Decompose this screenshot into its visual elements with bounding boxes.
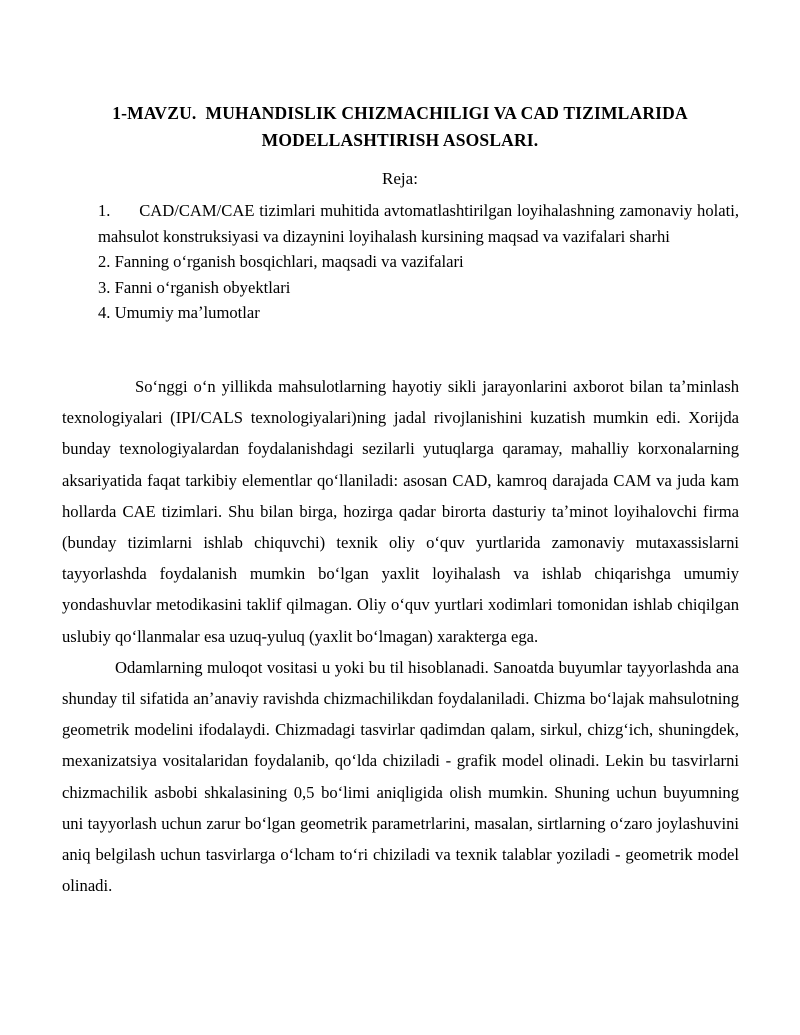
- plan-item-gap: [110, 201, 139, 220]
- plan-item-number: 1.: [98, 201, 111, 220]
- plan-item-number: 2.: [98, 252, 111, 271]
- plan-item-text: Fanning oʻrganish bosqichlari, maqsadi va vazifalari: [114, 252, 464, 271]
- plan-item-text: CAD/CAM/CAE tizimlari muhitida avtomatlashtirilgan loyihalashning zamonaviy holati, mahsulot konstruksiyasi va dizaynini loyihalash kursining maqsad va vazifalari sharhi: [98, 201, 739, 246]
- plan-list-item: [98, 198, 739, 249]
- plan-item-number: 3.: [98, 277, 111, 297]
- document-title: [100, 100, 700, 154]
- plan-item-text: Umumiy maʼlumotlar: [114, 303, 260, 322]
- plan-item-number: 4.: [98, 303, 111, 322]
- plan-list-item: [98, 249, 739, 275]
- plan-heading: Reja:: [382, 169, 418, 188]
- plan-list-item: [98, 300, 739, 326]
- plan-item-text: Fanni oʻrganish obyektlari: [114, 277, 291, 297]
- title-line-2: MODELLASHTIRISH ASOSLARI.: [261, 130, 539, 150]
- document-body: [62, 371, 739, 901]
- plan-list: [98, 198, 739, 326]
- title-line-1: 1-MAVZU. MUHANDISLIK CHIZMACHILIGI VA CAD TIZIMLARIDA: [112, 103, 688, 123]
- body-paragraph: Odamlarning muloqot vositasi u yoki bu til hisoblanadi. Sanoatda buyumlar tayyorlashda ana shunday til sifatida anʼanaviy ravishda chizmachilikdan foydalaniladi. Chizma boʻlajak mahsulotning geometrik modelini ifodalaydi. Chizmadagi tasvirlar qadimdan qalam, sirkul, chizgʻich, shuningdek, mexanizatsiya vositalaridan foydalanib, qoʻlda chiziladi - grafik model olinadi. Lekin bu tasvirlarni chizmachilik asbobi shkalasining 0,5 boʻlimi aniqligida olish mumkin. Shuning uchun buyumning uni tayyorlash uchun zarur boʻlgan geometrik parametrlarini, masalan, sirtlarning oʻzaro joylashuvini aniq belgilash uchun tasvirlarga oʻlcham toʻri chiziladi va texnik talablar yoziladi - geometrik model olinadi.: [62, 657, 739, 896]
- body-paragraph: Soʻnggi oʻn yillikda mahsulotlarning hayotiy sikli jarayonlarini axborot bilan taʼminlash texnologiyalari (IPI/CALS texnologiyalari)ning jadal rivojlanishini kuzatish mumkin edi. Xorijda bunday texnologiyalardan foydalanishdagi sezilarli yutuqlarga qaramay, mahalliy korxonalarning aksariyatida faqat tarkibiy elementlar qoʻllaniladi: asosan CAD, kamroq darajada CAM va juda kam hollarda CAE tizimlari. Shu bilan birga, hozirga qadar birorta dasturiy taʼminot loyihalovchi firma (bunday tizimlarni ishlab chiquvchi) texnik oliy oʻquv yurtlarida zamonaviy mutaxassislarni tayyorlashda foydalanish mumkin boʻlgan yaxlit loyihalash va ishlab chiqarishga umumiy yondashuvlar metodikasini taklif qilmagan. Oliy oʻquv yurtlari xodimlari tomonidan ishlab chiqilgan uslubiy qoʻllanmalar esa uzuq-yuluq (yaxlit boʻlmagan) xarakterga ega.: [62, 377, 739, 646]
- plan-list-item: [98, 275, 739, 301]
